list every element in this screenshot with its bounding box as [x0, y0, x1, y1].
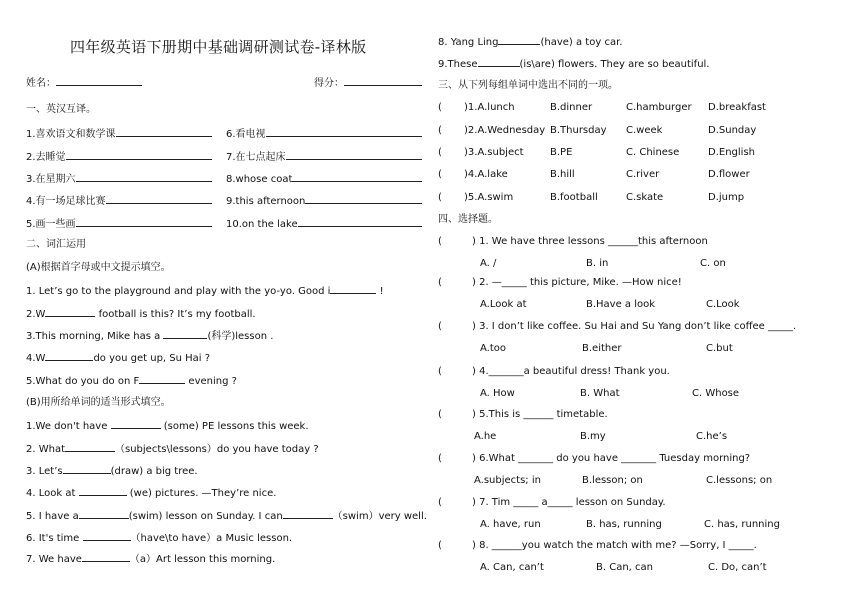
- question-text: ) 6.What _______ do you have _______ Tuesday morning?: [472, 453, 751, 464]
- option-a[interactable]: A.too: [480, 343, 507, 354]
- section3-heading: 三、从下列每组单词中选出不同的一项。: [438, 80, 618, 91]
- answer-blank[interactable]: [478, 56, 520, 67]
- translation-item: [226, 126, 422, 142]
- item-text: 1. Let’s go to the playground and play with the yo-yo. Good i: [26, 286, 331, 297]
- item-text: !: [376, 286, 384, 297]
- answer-paren[interactable]: (: [438, 169, 442, 180]
- item-text: 8. Yang Ling: [438, 37, 499, 48]
- option-b: B.hill: [550, 169, 575, 180]
- option-a[interactable]: A.he: [474, 431, 497, 442]
- answer-blank[interactable]: [106, 193, 212, 204]
- option-c[interactable]: C.Look: [706, 299, 740, 310]
- answer-blank[interactable]: [76, 216, 212, 227]
- item-text: (科学)lesson .: [207, 331, 274, 342]
- item-text: (swim) lesson on Sunday. I can: [128, 511, 283, 522]
- answer-blank[interactable]: [82, 551, 130, 562]
- option-c[interactable]: C.but: [706, 343, 733, 354]
- answer-blank[interactable]: [66, 149, 212, 160]
- fill-item: [26, 328, 273, 344]
- question-text: ) 8. ______you watch the match with me? —Sorry, I _____.: [472, 540, 757, 551]
- item-text: 7.在七点起床: [226, 152, 286, 163]
- item-text: 3.This morning, Mike has a: [26, 331, 164, 342]
- page-title: 四年级英语下册期中基础调研测试卷-译林版: [70, 38, 367, 56]
- fill-item: [26, 485, 276, 501]
- item-text: 10.on the lake: [226, 219, 298, 230]
- answer-paren[interactable]: (: [438, 453, 442, 464]
- option-b: B.PE: [550, 147, 573, 158]
- option-b[interactable]: B.my: [580, 431, 606, 442]
- section2a-heading: (A)根据首字母或中文提示填空。: [26, 262, 171, 273]
- option-a: )5.A.swim: [464, 192, 514, 203]
- translation-item: [26, 126, 212, 142]
- item-text: (have) a toy car.: [540, 37, 623, 48]
- option-a[interactable]: A. /: [480, 258, 497, 269]
- item-text: 1.We don't have: [26, 421, 111, 432]
- option-b[interactable]: B.lesson; on: [582, 475, 643, 486]
- item-text: 2.去睡觉: [26, 152, 66, 163]
- option-c[interactable]: C. has, running: [704, 519, 780, 530]
- item-text: (we) pictures. —They’re nice.: [126, 488, 277, 499]
- fill-item: [26, 441, 319, 457]
- option-a[interactable]: A. How: [480, 388, 515, 399]
- fill-item: [438, 56, 710, 72]
- item-text: 5. I have a: [26, 511, 79, 522]
- option-b: B.dinner: [550, 102, 593, 113]
- answer-blank[interactable]: [292, 171, 422, 182]
- item-text: 2.W: [26, 309, 46, 320]
- option-b: B.football: [550, 192, 598, 203]
- option-c: C.skate: [626, 192, 664, 203]
- option-c[interactable]: C.he’s: [696, 431, 728, 442]
- option-a[interactable]: A.Look at: [480, 299, 527, 310]
- item-text: 1.喜欢语文和数学课: [26, 129, 116, 140]
- translation-item: [26, 216, 212, 232]
- option-c[interactable]: C. on: [700, 258, 726, 269]
- answer-paren[interactable]: (: [438, 366, 442, 377]
- question-text: ) 5.This is ______ timetable.: [472, 409, 608, 420]
- answer-blank[interactable]: [305, 193, 422, 204]
- item-text: 9.this afternoon: [226, 196, 306, 207]
- question-text: ) 2. —_____ this picture, Mike. —How nice!: [472, 277, 682, 288]
- option-a: )1.A.lunch: [464, 102, 515, 113]
- option-d: D.English: [708, 147, 755, 158]
- answer-paren[interactable]: (: [438, 540, 442, 551]
- option-c: C.hamburger: [626, 102, 692, 113]
- item-text: 3.在星期六: [26, 174, 76, 185]
- fill-item: [26, 306, 256, 322]
- option-b[interactable]: B. has, running: [586, 519, 662, 530]
- option-d: D.Sunday: [708, 125, 757, 136]
- item-text: （swim）very well.: [332, 511, 427, 522]
- item-text: 3. Let’s: [26, 466, 63, 477]
- answer-paren[interactable]: (: [438, 125, 442, 136]
- option-b[interactable]: B.Have a look: [586, 299, 656, 310]
- option-c: C.river: [626, 169, 660, 180]
- item-text: （have\to have）a Music lesson.: [130, 533, 293, 544]
- answer-blank[interactable]: [111, 418, 161, 429]
- fill-item: [26, 530, 292, 546]
- item-text: 4. Look at: [26, 488, 79, 499]
- question-text: ) 1. We have three lessons ______this afternoon: [472, 236, 708, 247]
- item-text: （a）Art lesson this morning.: [129, 554, 276, 565]
- fill-item: [438, 34, 622, 50]
- item-text: 8.whose coat: [226, 174, 293, 185]
- answer-blank[interactable]: [63, 463, 111, 474]
- item-text: 5.What do you do on F: [26, 376, 140, 387]
- translation-item: [226, 171, 422, 187]
- answer-paren[interactable]: (: [438, 147, 442, 158]
- answer-blank[interactable]: [283, 508, 333, 519]
- answer-blank[interactable]: [76, 171, 212, 182]
- answer-paren[interactable]: (: [438, 321, 442, 332]
- name-blank[interactable]: [56, 75, 142, 86]
- item-text: (draw) a big tree.: [110, 466, 198, 477]
- answer-paren[interactable]: (: [438, 192, 442, 203]
- item-text: 6. It's time: [26, 533, 83, 544]
- item-text: do you get up, Su Hai ?: [93, 353, 211, 364]
- option-a: )3.A.subject: [464, 147, 524, 158]
- item-text: evening ?: [185, 376, 237, 387]
- translation-item: [226, 149, 422, 165]
- question-text: ) 4._______a beautiful dress! Thank you.: [472, 366, 670, 377]
- answer-blank[interactable]: [330, 283, 376, 294]
- option-c: C.week: [626, 125, 663, 136]
- item-text: 9.These: [438, 59, 478, 70]
- option-b[interactable]: B. Can, can: [596, 562, 653, 573]
- answer-blank[interactable]: [79, 508, 129, 519]
- section1-heading: 一、英汉互译。: [26, 104, 96, 115]
- item-text: 4.W: [26, 353, 46, 364]
- answer-paren[interactable]: (: [438, 497, 442, 508]
- answer-paren[interactable]: (: [438, 236, 442, 247]
- item-text: 4.有一场足球比赛: [26, 196, 106, 207]
- answer-blank[interactable]: [298, 216, 422, 227]
- fill-item: [26, 551, 275, 567]
- answer-blank[interactable]: [163, 328, 207, 339]
- fill-item: [26, 463, 198, 479]
- question-text: ) 7. Tim _____ a_____ lesson on Sunday.: [472, 497, 666, 508]
- option-b[interactable]: B. in: [586, 258, 609, 269]
- answer-blank[interactable]: [79, 485, 127, 496]
- option-b: B.Thursday: [550, 125, 607, 136]
- answer-blank[interactable]: [83, 530, 131, 541]
- name-label: 姓名：: [26, 78, 56, 89]
- fill-item: [26, 373, 237, 389]
- option-a[interactable]: A. have, run: [480, 519, 541, 530]
- option-b[interactable]: B.either: [582, 343, 622, 354]
- answer-blank[interactable]: [286, 149, 422, 160]
- option-d: D.breakfast: [708, 102, 766, 113]
- section2b-heading: (B)用所给单词的适当形式填空。: [26, 397, 171, 408]
- score-blank[interactable]: [344, 75, 422, 86]
- translation-item: [226, 193, 422, 209]
- fill-item: [26, 508, 427, 524]
- answer-paren[interactable]: (: [438, 277, 442, 288]
- item-text: football is this? It’s my football.: [95, 309, 256, 320]
- option-c[interactable]: C. Whose: [692, 388, 740, 399]
- answer-blank[interactable]: [65, 441, 115, 452]
- option-b[interactable]: B. What: [580, 388, 620, 399]
- translation-item: [26, 171, 212, 187]
- score-label: 得分：: [314, 78, 344, 89]
- translation-item: [26, 149, 212, 165]
- score-line: [314, 75, 422, 91]
- section2-heading: 二、词汇运用: [26, 239, 86, 250]
- name-line: [26, 75, 142, 91]
- answer-blank[interactable]: [45, 306, 95, 317]
- option-d: D.jump: [708, 192, 745, 203]
- option-a: )4.A.lake: [464, 169, 508, 180]
- item-text: 6.看电视: [226, 129, 266, 140]
- option-a: )2.A.Wednesday: [464, 125, 546, 136]
- item-text: （subjects\lessons）do you have today ?: [115, 444, 319, 455]
- option-c: C. Chinese: [626, 147, 680, 158]
- option-c[interactable]: C.lessons; on: [706, 475, 773, 486]
- answer-blank[interactable]: [498, 34, 540, 45]
- item-text: (is\are) flowers. They are so beautiful.: [519, 59, 710, 70]
- translation-item: [26, 193, 212, 209]
- item-text: 2. What: [26, 444, 65, 455]
- option-a[interactable]: A. Can, can’t: [480, 562, 544, 573]
- fill-item: [26, 283, 384, 299]
- option-c[interactable]: C. Do, can’t: [708, 562, 767, 573]
- item-text: 7. We have: [26, 554, 82, 565]
- answer-blank[interactable]: [116, 126, 212, 137]
- question-text: ) 3. I don’t like coffee. Su Hai and Su Yang don’t like coffee _____.: [472, 321, 797, 332]
- fill-item: [26, 350, 210, 366]
- option-a[interactable]: A.subjects; in: [474, 475, 541, 486]
- item-text: 5.画一些画: [26, 219, 76, 230]
- fill-item: [26, 418, 309, 434]
- answer-paren[interactable]: (: [438, 409, 442, 420]
- section4-heading: 四、选择题。: [438, 214, 498, 225]
- item-text: (some) PE lessons this week.: [160, 421, 309, 432]
- translation-item: [226, 216, 422, 232]
- option-d: D.flower: [708, 169, 750, 180]
- answer-blank[interactable]: [139, 373, 185, 384]
- answer-blank[interactable]: [45, 350, 93, 361]
- answer-paren[interactable]: (: [438, 102, 442, 113]
- answer-blank[interactable]: [266, 126, 422, 137]
